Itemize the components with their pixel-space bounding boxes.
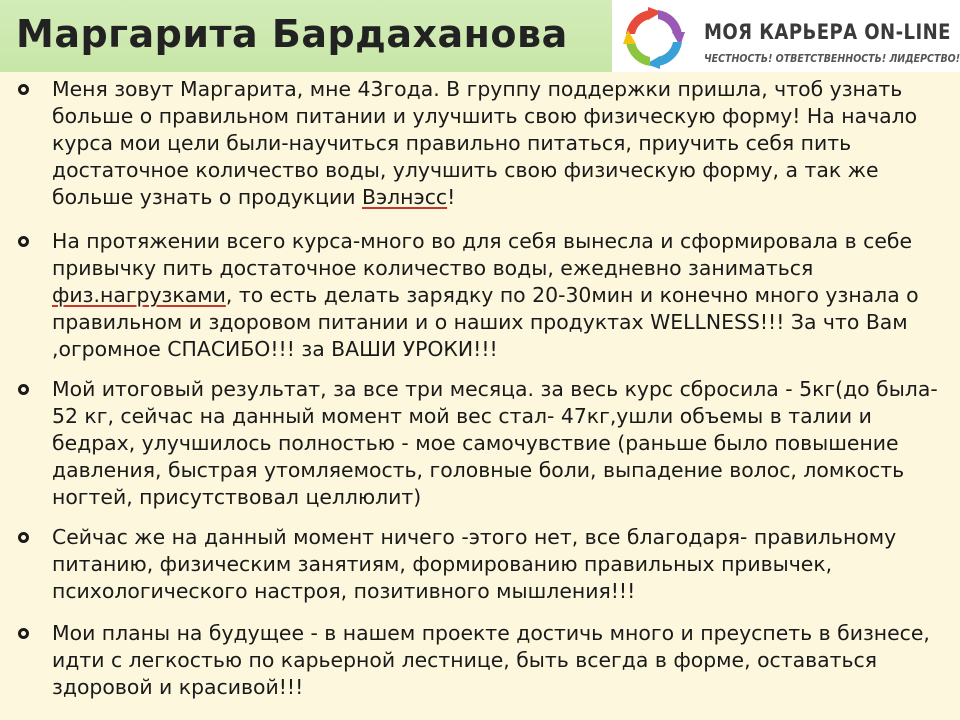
bullet-text: Меня зовут Маргарита, мне 43года. В группу поддержки пришла, чтоб узнать больше о правильном питании и улучшить свою физическую форму! На начало курса мои цели были-научиться правильно питаться, приучить себя пить достаточное количество воды, улучшить свою физическую форму, а так же больше узнать о продукции Вэлнэсс! xyxy=(52,77,918,209)
bullet-text: Мои планы на будущее - в нашем проекте достичь много и преуспеть в бизнесе, идти с легкостью по карьерной лестнице, быть всегда в форме, оставаться здоровой и красивой!!! xyxy=(52,621,930,699)
circular-arrows-logo-icon xyxy=(615,4,693,72)
circle-bullet-icon xyxy=(18,84,29,95)
circle-bullet-icon xyxy=(18,236,29,247)
bullet-text: На протяжении всего курса-много во для себя вынесла и сформировала в себе привычку пить достаточное количество воды, ежедневно заниматься физ.нагрузками, то есть делать зарядку по 20-30мин и конечно много узнала о правильном и здоровом питании и о наших продуктах WELLNESS!!! За что Вам ,огромное СПАСИБО!!! за ВАШИ УРОКИ!!! xyxy=(52,229,919,361)
circle-bullet-icon xyxy=(18,628,29,639)
page-title: Маргарита Бардаханова xyxy=(16,12,568,56)
bullet-text: Сейчас же на данный момент ничего -этого нет, все благодаря- правильному питанию, физическим занятиям, формированию правильных привычек, психологического настроя, позитивного мышления!!! xyxy=(52,525,897,603)
circle-bullet-icon xyxy=(18,532,29,543)
bullet-text: Мой итоговый результат, за все три месяца. за весь курс сбросила - 5кг(до была- 52 кг, сейчас на данный момент мой вес стал- 47кг,ушли объемы в талии и бедрах, улучшилось полностью - мое самочувствие (раньше было повышение давления, быстрая утомляемость, головные боли, выпадение волос, ломкость ногтей, присутствовал целлюлит) xyxy=(52,377,938,509)
bullet-list xyxy=(0,76,960,716)
brand-name: МОЯ КАРЬЕРА ON-LINE xyxy=(704,20,951,44)
circle-bullet-icon xyxy=(18,384,29,395)
brand-tagline: ЧЕСТНОСТЬ! ОТВЕТСТВЕННОСТЬ! ЛИДЕРСТВО! xyxy=(704,52,960,65)
